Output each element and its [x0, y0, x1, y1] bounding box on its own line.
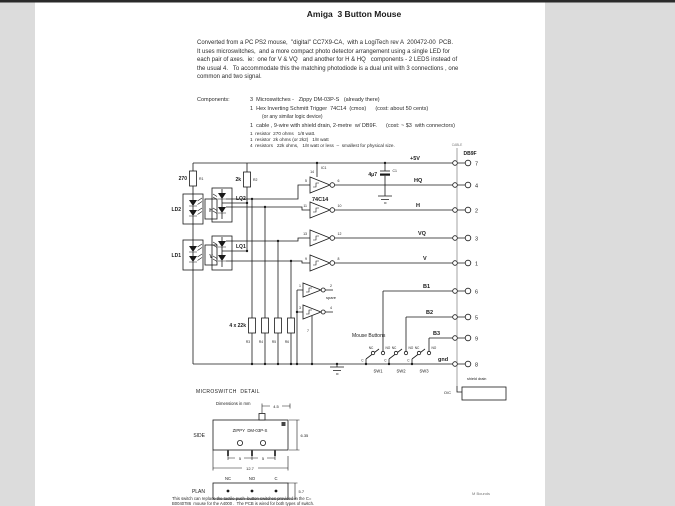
detail-heading: MICROSWITCH DETAIL [196, 389, 260, 395]
intro-line: common and two signal. [197, 74, 262, 80]
component-item: 1 cable , 9-wire with shield drain, 2-metre w/ DB9F. (cost: ~ $3 with connectors) [250, 123, 455, 129]
db9f-pin-number: 7 [475, 161, 479, 168]
top-edge-bar [0, 0, 675, 3]
dim-pitch-label: 5 [261, 456, 265, 461]
db9f-pin-number: 8 [475, 362, 479, 369]
row-signal-label: V [423, 256, 427, 262]
ld1-label: LD1 [171, 253, 181, 259]
bank-ref-label: R5 [271, 340, 276, 344]
c1-value-label: 4μ7 [368, 172, 377, 178]
gate-pin-label: 13 [303, 232, 307, 236]
dim-width-label: 12.7 [246, 466, 254, 471]
open-circuit-label: O/C [443, 390, 451, 395]
dim-height-label: 6.35 [300, 433, 309, 438]
spare-gate-label: spare [326, 295, 337, 300]
component-item: 1 Hex Inverting Schmitt Trigger 74C14 (cmos) (cost: about 50 cents) [250, 106, 429, 112]
resistor-bank-label: 4 x 22k [229, 323, 246, 329]
db9f-pin-number: 5 [475, 315, 479, 322]
c-contact-label: C [407, 358, 410, 363]
db9f-pin-number: 9 [475, 336, 479, 343]
intro-line: It uses microswitches, and a more compact photo detector arrangement using a single LED for [197, 49, 450, 55]
r1-value-label: 270 [178, 176, 187, 182]
side-view-label: SIDE [193, 433, 205, 439]
shield-drain-label: shield drain [467, 377, 487, 381]
gate-pin-label: 10 [337, 204, 342, 208]
lq2-label: LQ2 [236, 196, 246, 202]
dim-plan-label: 5.7 [298, 489, 305, 494]
intro-line: each pair of axes. ie: one for V & VQ and another for H & HQ components - 2 LEDS instead of [197, 57, 458, 63]
switch-corner-mark [282, 422, 286, 426]
no-contact-label: NO [385, 346, 391, 350]
contact-nc-label: NC [224, 476, 232, 481]
intro-line: the usual 4. To accommodate this the matching photodiode is a dual unit with 3 connections , one [197, 66, 459, 72]
r2-ref-label: R2 [253, 178, 258, 182]
no-contact-label: NO [431, 346, 437, 350]
components-label: Components: [197, 97, 230, 103]
no-contact-label: NO [408, 346, 414, 350]
dim-pitch-label: 5 [238, 456, 242, 461]
nc-contact-label: NC [414, 346, 420, 350]
author-credit: M Bounds [472, 491, 491, 496]
c1-ref-label: C1 [392, 169, 397, 173]
ic-power-pin-label: 14 [310, 170, 314, 174]
gate-pin-label: 9 [305, 257, 307, 261]
ic-ground-pin-label: 7 [307, 329, 309, 333]
cable-label: CABLE [451, 143, 463, 147]
c-contact-label: C [361, 358, 364, 363]
ic-designator-label: IC1 [321, 166, 327, 170]
lq1-label: LQ1 [236, 244, 246, 250]
switch-button [259, 414, 265, 421]
nc-contact-label: NC [391, 346, 397, 350]
row-signal-label: H [416, 203, 420, 209]
plan-contact-dot [251, 490, 254, 493]
gate-pin-label: 2 [330, 284, 332, 288]
r2-value-label: 2k [235, 177, 241, 183]
switch-pin [227, 450, 229, 456]
component-item: (or any similar logic device) [262, 114, 323, 120]
gate-pin-label: 11 [303, 204, 307, 208]
footnote-line: B0040786 mouse for the A4000 . The PCB is wired for both types of switch. [172, 501, 315, 506]
db9f-pin-number: 6 [475, 289, 479, 296]
ic-name-label: 74C14 [312, 197, 329, 203]
r1-ref-label: R1 [199, 177, 204, 181]
sw2-label: SW2 [396, 368, 406, 374]
row-signal-label: gnd [438, 357, 449, 363]
resistor-r1 [190, 171, 197, 186]
contact-no-label: NO [248, 476, 256, 481]
axis-v-label: V [209, 254, 213, 260]
switch-pin [251, 450, 253, 456]
gate-pin-label: 1 [299, 284, 301, 288]
db9f-pin-number: 2 [475, 208, 479, 215]
db9f-pin-number: 1 [475, 261, 479, 268]
footnote-line: This switch can replace the tactile push–button switches provided in the C= [172, 496, 312, 501]
component-item: 1 resistor 2k ohms (or 2k2) 1/8 watt [250, 137, 329, 142]
ld2-label: LD2 [171, 207, 181, 213]
switch-pin [274, 450, 276, 456]
intro-line: Converted from a PC PS2 mouse, "digital" CC7X9-CA, with a LogiTech rev A 200472-00 PCB. [197, 40, 454, 46]
gate-pin-label: 8 [337, 257, 340, 261]
row-signal-label: B1 [423, 284, 431, 290]
sw3-label: SW3 [419, 368, 429, 374]
axis-h-label: H [209, 208, 213, 214]
row-signal-label: +5V [410, 156, 420, 162]
plan-view-label: PLAN [191, 489, 205, 495]
gate-pin-label: 3 [299, 306, 301, 310]
sw1-label: SW1 [373, 368, 383, 374]
page-title: Amiga 3 Button Mouse [306, 9, 402, 19]
component-item: 1 resistor 270 ohms 1/8 watt. [250, 131, 316, 136]
switch-part-number: ZIPPY DM-03P-S [232, 428, 268, 433]
c-contact-label: C [384, 358, 387, 363]
component-item: 4 resistors 22k ohms, 1/8 watt or less – smallest for physical size. [250, 143, 395, 148]
gate-pin-label: 5 [305, 179, 307, 183]
paper-page [35, 2, 545, 506]
bank-ref-label: R3 [245, 340, 250, 344]
gate-pin-label: 4 [330, 306, 332, 310]
plan-contact-dot [275, 490, 278, 493]
db9f-pin-number: 3 [475, 236, 479, 243]
row-signal-label: B3 [433, 331, 441, 337]
db9f-label: DB9F [463, 151, 477, 157]
bank-ref-label: R6 [284, 340, 289, 344]
db9f-pin-number: 4 [475, 183, 479, 190]
mouse-buttons-label: Mouse Buttons [352, 333, 386, 339]
row-signal-label: VQ [418, 231, 426, 237]
resistor-r2 [244, 172, 251, 187]
row-signal-label: B2 [426, 310, 434, 316]
contact-c-label: C [274, 476, 278, 481]
gate-pin-label: 12 [337, 232, 342, 236]
nc-contact-label: NC [368, 346, 374, 350]
plan-contact-dot [227, 490, 230, 493]
detail-dims-note: Dimensions in mm [216, 401, 251, 406]
row-signal-label: HQ [414, 178, 423, 184]
gate-pin-label: 6 [337, 179, 340, 183]
dim-button-label: 4.5 [273, 404, 279, 409]
bank-ref-label: R4 [258, 340, 263, 344]
component-item: 3 Microswitches - Zippy DM-03P-S (already there) [250, 97, 380, 103]
